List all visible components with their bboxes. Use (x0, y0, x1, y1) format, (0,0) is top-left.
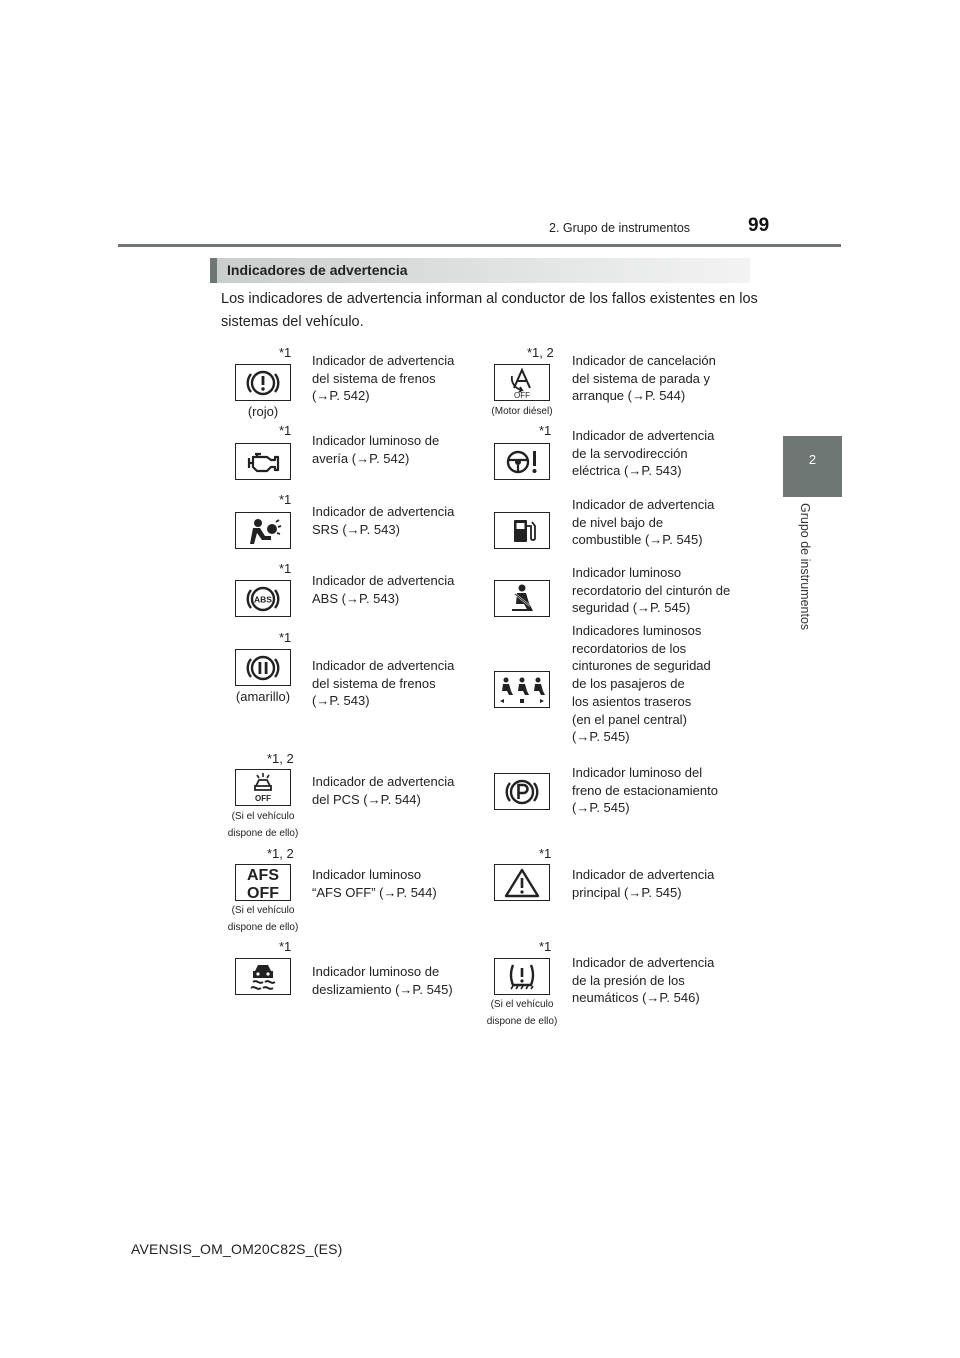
indicator-description: Indicador luminoso recordatorio del cinturón de seguridad (→P. 545) (572, 565, 731, 616)
footnote-marker: *1 (279, 561, 292, 576)
section-name: 2. Grupo de instrumentos (549, 221, 691, 235)
footnote-marker: *1 (279, 492, 292, 507)
indicator-description: Indicador de advertencia de la servodirección eléctrica (→P. 543) (572, 428, 715, 479)
footnote-marker: *1 (279, 630, 292, 645)
header-rule (118, 244, 841, 247)
page-number: 99 (748, 215, 770, 236)
indicator-description: Indicador luminoso de deslizamiento (→P. 545) (312, 964, 453, 997)
master-warning-icon (494, 864, 550, 901)
footnote-marker: *1 (539, 423, 552, 438)
indicator-description: Indicador de cancelación del sistema de parada y arranque (→P. 544) (572, 353, 716, 404)
pcs-off-label: OFF (255, 793, 271, 803)
afs-off-label: OFF (247, 884, 279, 901)
abs-label: ABS (254, 594, 272, 604)
tire-pressure-warning-icon (494, 958, 550, 995)
footnote-marker: *1, 2 (267, 751, 294, 766)
indicator-description: Indicador luminoso de avería (→P. 542) (312, 433, 440, 466)
slip-indicator-icon (235, 958, 291, 995)
indicator-description: Indicador de advertencia principal (→P. 545) (572, 867, 715, 900)
footnote-marker: *1, 2 (527, 345, 554, 360)
pcs-off-icon (235, 769, 291, 806)
footnote-marker: *1 (539, 939, 552, 954)
afs-label: AFS (247, 866, 279, 884)
availability-caption: (Si el vehículo dispone de ello) (486, 999, 558, 1027)
section-heading: Indicadores de advertencia (210, 258, 750, 283)
indicator-description: Indicador de advertencia del PCS (→P. 544) (312, 774, 455, 807)
footnote-marker: *1 (279, 939, 292, 954)
parking-brake-icon (494, 773, 550, 810)
indicator-description: Indicador de advertencia de nivel bajo de combustible (→P. 545) (572, 497, 715, 548)
color-caption: (rojo) (247, 404, 279, 419)
document-code: AVENSIS_OM_OM20C82S_(ES) (131, 1241, 343, 1257)
indicator-description: Indicador luminoso “AFS OFF” (→P. 544) (312, 867, 437, 900)
color-caption: (amarillo) (235, 689, 291, 704)
brake-warning-icon (235, 364, 291, 401)
indicator-description: Indicador de advertencia de la presión de los neumáticos (→P. 546) (572, 955, 715, 1006)
indicator-description: Indicador de advertencia del sistema de frenos (→P. 543) (312, 658, 455, 709)
footnote-marker: *1 (279, 423, 292, 438)
indicator-description: Indicador luminoso del freno de estacionamiento (→P. 545) (572, 765, 718, 816)
indicator-description: Indicadores luminosos recordatorios de los cinturones de seguridad de los pasajeros de los asientos traseros (en el panel central) (→P. 545) (572, 623, 711, 745)
indicator-description: Indicador de advertencia ABS (→P. 543) (312, 573, 455, 606)
abs-warning-icon (235, 580, 291, 617)
afs-off-icon (235, 864, 291, 901)
srs-airbag-icon (235, 512, 291, 549)
seatbelt-reminder-icon (494, 580, 550, 617)
stop-start-off-label: OFF (514, 390, 530, 400)
engine-caption: (Motor diésel) (491, 406, 553, 417)
footnote-marker: *1, 2 (267, 846, 294, 861)
brake-warning-amber-icon (235, 649, 291, 686)
rear-seatbelt-reminder-icon (494, 671, 550, 708)
indicator-description: Indicador de advertencia del sistema de frenos (→P. 542) (312, 353, 455, 404)
side-tab-line (783, 495, 842, 497)
stop-start-off-icon (494, 364, 550, 401)
availability-caption: (Si el vehículo dispone de ello) (227, 905, 299, 933)
side-tab-label: Grupo de instrumentos (798, 503, 812, 631)
engine-malfunction-icon (235, 443, 291, 480)
power-steering-warning-icon (494, 443, 550, 480)
low-fuel-icon (494, 512, 550, 549)
side-tab-number: 2 (808, 452, 817, 467)
footnote-marker: *1 (279, 345, 292, 360)
availability-caption: (Si el vehículo dispone de ello) (227, 811, 299, 839)
indicator-description: Indicador de advertencia SRS (→P. 543) (312, 504, 455, 537)
intro-paragraph: Los indicadores de advertencia informan al conductor de los fallos existentes en los sistemas del vehículo. (221, 291, 758, 330)
footnote-marker: *1 (539, 846, 552, 861)
